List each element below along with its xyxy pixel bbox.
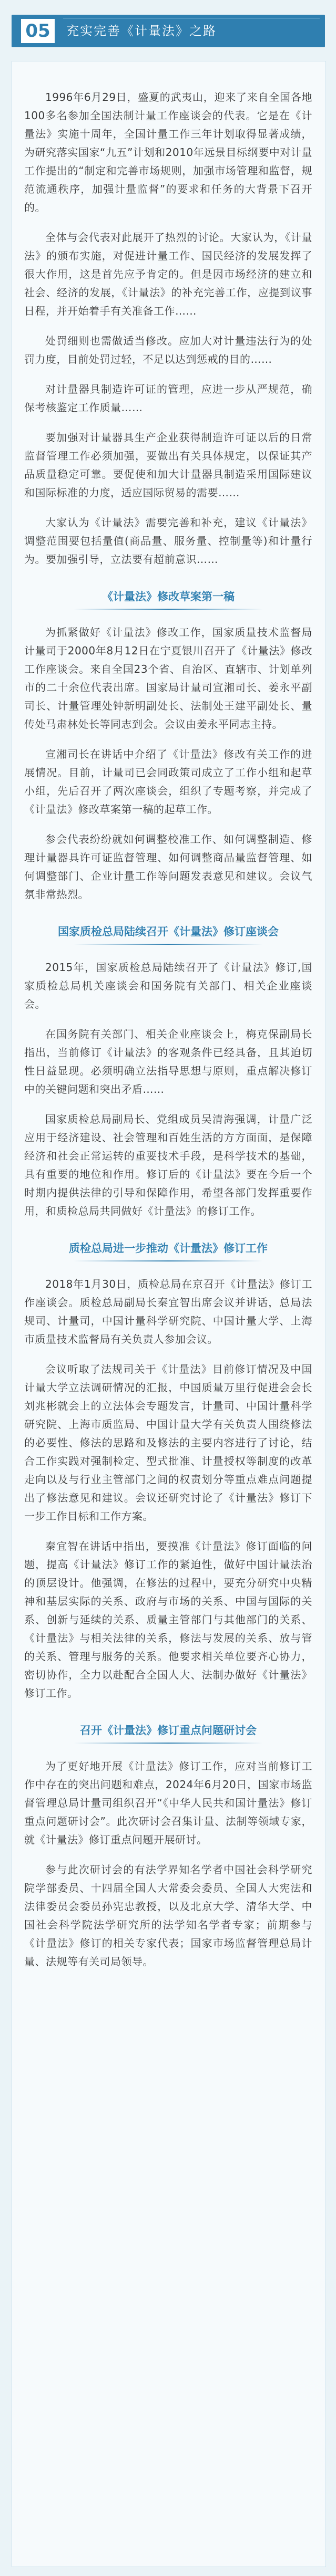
paragraph: 2015年，国家质检总局陆续召开了《计量法》修订,国家质检总局机关座谈会和国务院有关部门、相关企业座谈会。 [24, 961, 312, 1010]
paragraph: 1996年6月29日，盛夏的武夷山，迎来了来自全国各地100多名参加全国法制计量工作座谈会的代表。它是在《计量法》实施十周年，全国计量工作三年计划取得显著成绩，为研究落实国家“九五”计划和2010年远景目标纲要中对计量工作提出的“制定和完善市场规则，加强市场管理和监督，规范流通秩序，加强计量监督”的要求和任务的大背景下召开的。 [24, 91, 312, 214]
paragraph: 宣湘司长在讲话中介绍了《计量法》修改有关工作的进展情况。目前，计量司已会同政策司成立了工作小组和起草小组，先后召开了两次座谈会，组织了专题考察，并完成了《计量法》修改草案第一稿的起草工作。 [24, 748, 312, 816]
subheading: 《计量法》修改草案第一稿 [24, 588, 312, 610]
paragraph: 为抓紧做好《计量法》修改工作，国家质量技术监督局计量司于2000年8月12日在宁夏银川召开了《计量法》修改工作座谈会。来自全国23个省、自治区、直辖市、计划单列市的二十余位代表出席。国家局计量司宣湘司长、姜永平副司长、计量管理处钟新明副处长、法制处王建平副处长、量传处马肃林处长等同志到会。会议由姜永平同志主持。 [24, 626, 312, 731]
paragraph: 全体与会代表对此展开了热烈的讨论。大家认为，《计量法》的颁布实施，对促进计量工作、国民经济的发展发挥了很大作用，这是首先应予肯定的。但是因市场经济的建立和社会、经济的发展，《计量法》的补充完善工作，应提到议事日程，并开始着手有关准备工作…… [24, 231, 312, 317]
paragraph: 参会代表纷纷就如何调整校准工作、如何调整制造、修理计量器具许可证监督管理、如何调整商品量监督管理、如何调整部门、企业计量工作等问题发表意见和建议。会议气氛非常热烈。 [24, 833, 312, 901]
paragraph: 会议听取了法规司关于《计量法》目前修订情况及中国计量大学立法调研情况的汇报，中国质量万里行促进会会长刘兆彬就会上的立法体会专题发言，计量司、中国计量科学研究院、上海市质监局、中国计量大学有关负责人围绕修法的必要性、修法的思路和及修法的主要内容进行了讨论，结合工作实践对强制检定、型式批准、计量授权等制度的改革走向以及与行业主管部门之间的权责划分等重点难点问题提出了修法意见和建议。会议还研究讨论了《计量法》修订下一步工作目标和工作方案。 [24, 1363, 312, 1522]
paragraph: 2018年1月30日，质检总局在京召开《计量法》修订工作座谈会。质检总局副局长秦宜智出席会议并讲话，总局法规司、计量司，中国计量科学研究院、中国计量大学、上海市质量技术监督局有关负责人参加会议。 [24, 1278, 312, 1346]
subheading: 国家质检总局陆续召开《计量法》修订座谈会 [24, 923, 312, 945]
section-title: 充实完善《计量法》之路 [66, 24, 217, 38]
symposium-section [24, 923, 312, 1221]
seminar-section [24, 1722, 312, 1971]
draft-section [24, 588, 312, 904]
paragraph: 秦宜智在讲话中指出，要摸准《计量法》修订面临的问题，提高《计量法》修订工作的紧迫性，做好中国计量法治的顶层设计。他强调，在修法的过程中，要充分研究中央精神和基层实际的关系、政府与市场的关系、中国与国际的关系、创新与延续的关系、质量主管部门与其他部门的关系、《计量法》与相关法律的关系，修法与发展的关系、放与管的关系、管理与服务的关系。他要求相关单位要齐心协力，密切协作，全力以赴配合全国人大、法制办做好《计量法》修订工作。 [24, 1540, 312, 1699]
paragraph: 参与此次研讨会的有法学界知名学者中国社会科学研究院学部委员、十四届全国人大常委会委员、全国人大宪法和法律委员会委员孙宪忠教授，以及北京大学、清华大学、中国社会科学院法学研究所的法学知名学者专家；前期参与《计量法》修订的相关专家代表；国家市场监督管理总局计量、法规等有关司局领导。 [24, 1863, 312, 1968]
paragraph: 为了更好地开展《计量法》修订工作，应对当前修订工作中存在的突出问题和难点，2024年6月20日，国家市场监督管理总局计量司组织召开“《中华人民共和国计量法》修订重点问题研讨会”。此次研讨会召集计量、法制等领域专家，就《计量法》修订重点问题开展研讨。 [24, 1760, 312, 1846]
paragraph: 要加强对计量器具生产企业获得制造许可证以后的日常监督管理工作必须加强，要做出有关具体规定，以保证其产品质量稳定可靠。要促使和加大计量器具制造采用国际建议和国际标准的力度，适应国际贸易的需要…… [24, 431, 312, 499]
article-body [24, 88, 312, 1983]
paragraph: 对计量器具制造许可证的管理，应进一步从严规范，确保考核鉴定工作质量…… [24, 383, 312, 414]
promotion-section [24, 1239, 312, 1703]
paragraph: 国家质检总局副局长、党组成员吴清海强调，计量广泛应用于经济建设、社会管理和百姓生活的方方面面，是保障经济和社会正常运转的重要技术手段，是科学技术的基础，具有重要的地位和作用。修订后的《计量法》要在今后一个时期内提供法律的引导和保障作用，希望各部门发挥重要作用，和质检总局共同做好《计量法》的修订工作。 [24, 1113, 312, 1217]
paragraph: 处罚细则也需做适当修改。应加大对计量违法行为的处罚力度，目前处罚过轻，不足以达到惩戒的目的…… [24, 335, 312, 366]
subheading: 质检总局进一步推动《计量法》修订工作 [24, 1239, 312, 1261]
paragraph: 大家认为《计量法》需要完善和补充，建议《计量法》调整范围要包括量值(商品量、服务量、控制量等)和计量行为。要加强引导，立法要有超前意识…… [24, 516, 312, 566]
intro-section [24, 88, 312, 569]
section-header [12, 15, 325, 47]
subheading: 召开《计量法》修订重点问题研讨会 [24, 1722, 312, 1744]
paragraph: 在国务院有关部门、相关企业座谈会上，梅克保副局长指出，当前修订《计量法》的客观条件已经具备，且其迫切性日益显现。必须明确立法指导思想与原则，重点解决修订中的关键问题和突出矛盾…… [24, 1028, 312, 1096]
section-number: 05 [21, 19, 55, 43]
